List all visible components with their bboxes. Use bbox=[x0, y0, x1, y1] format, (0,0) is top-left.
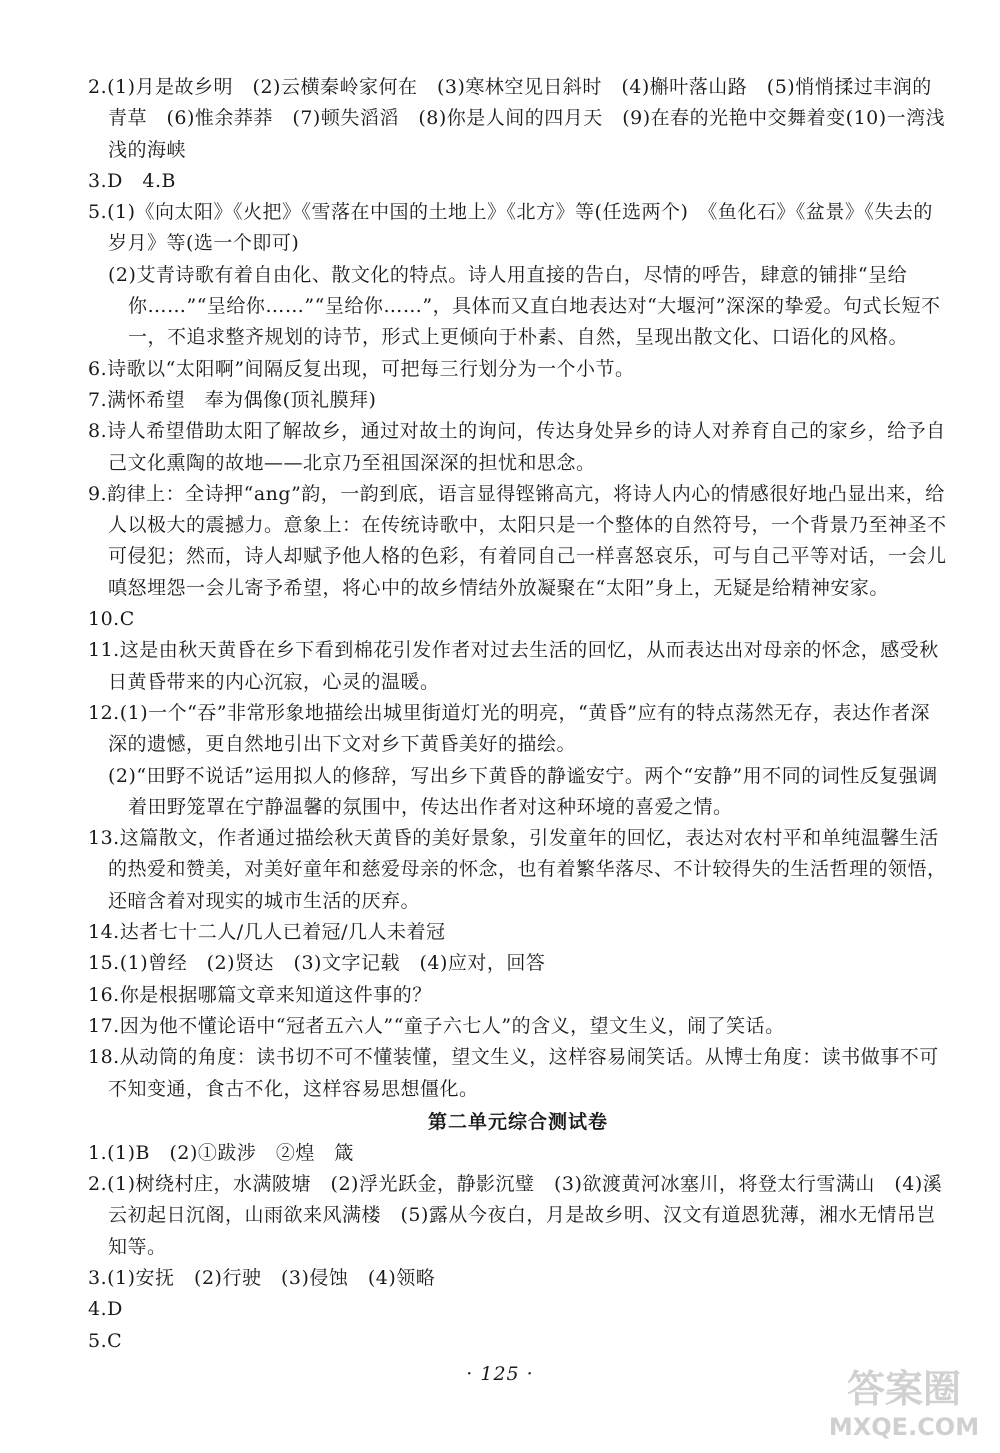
answer-13: 13.这篇散文，作者通过描绘秋天黄昏的美好景象，引发童年的回忆，表达对农村平和单纯温馨生活的热爱和赞美，对美好童年和慈爱母亲的怀念，也有着繁华落尽、不计较得失的生活哲理的领悟，还暗含着对现实的城市生活的厌弃。 bbox=[88, 827, 947, 912]
watermark-logo bbox=[827, 1360, 982, 1445]
answer-2: 2.(1)月是故乡明 (2)云横秦岭家何在 (3)寒林空见日斜时 (4)槲叶落山路 (5)悄悄揉过丰润的青草 (6)惟余莽莽 (7)顿失滔滔 (8)你是人间的四月天 (9)在春的光艳中交舞着变(10)一湾浅浅的海峡 bbox=[88, 76, 946, 161]
answer-15: 15.(1)曾经 (2)贤达 (3)文字记载 (4)应对，回答 bbox=[88, 952, 546, 975]
answer-12-1: 12.(1)一个“吞”非常形象地描绘出城里街道灯光的明亮，“黄昏”应有的特点荡然无存，表达作者深深的遗憾，更自然地引出下文对乡下黄昏美好的描绘。 bbox=[88, 701, 930, 756]
answer-3-4: 3.D 4.B bbox=[88, 169, 176, 192]
answer-10: 10.C bbox=[88, 608, 135, 631]
section-answer-2: 2.(1)树绕村庄，水满陂塘 (2)浮光跃金，静影沉璧 (3)欲渡黄河冰塞川，将登太行雪满山 (4)溪云初起日沉阁，山雨欲来风满楼 (5)露从今夜白，月是故乡明、汉文有道恩犹薄，湘水无情吊岂知等。 bbox=[88, 1173, 943, 1258]
answer-9: 9.韵律上：全诗押“ang”韵，一韵到底，语言显得铿锵高亢，将诗人内心的情感很好地凸显出来，给人以极大的震撼力。意象上：在传统诗歌中，太阳只是一个整体的自然符号，一个背景乃至神圣不可侵犯；然而，诗人却赋予他人格的色彩，有着同自己一样喜怒哀乐，可与自己平等对话，一会儿嗔怒埋怨一会儿寄予希望，将心中的故乡情结外放凝聚在“太阳”身上，无疑是给精神安家。 bbox=[88, 482, 947, 599]
watermark-line2: MXQE.COM bbox=[828, 1413, 980, 1441]
answer-17: 17.因为他不懂论语中“冠者五六人”“童子六七人”的含义，望文生义，闹了笑话。 bbox=[88, 1014, 785, 1037]
answer-18: 18.从动筒的角度：读书切不可不懂装懂，望文生义，这样容易闹笑话。从博士角度：读书做事不可不知变通，食古不化，这样容易思想僵化。 bbox=[88, 1046, 939, 1100]
answer-5-1: 5.(1)《向太阳》《火把》《雪落在中国的土地上》《北方》等(任选两个) 《鱼化石》《盆景》《失去的岁月》等(选一个即可) bbox=[88, 201, 933, 255]
section-answer-4: 4.D bbox=[88, 1298, 123, 1321]
answer-11: 11.这是由秋天黄昏在乡下看到棉花引发作者对过去生活的回忆，从而表达出对母亲的怀念，感受秋日黄昏带来的内心沉寂，心灵的温暖。 bbox=[88, 639, 939, 693]
answer-7: 7.满怀希望 奉为偶像(顶礼膜拜) bbox=[88, 388, 377, 411]
answers-content bbox=[88, 72, 948, 1357]
answer-6: 6.诗歌以“太阳啊”间隔反复出现，可把每三行划分为一个小节。 bbox=[88, 357, 635, 380]
answer-8: 8.诗人希望借助太阳了解故乡，通过对故土的询问，传达身处异乡的诗人对养育自己的家乡，给予自己文化熏陶的故地——北京乃至祖国深深的担忧和思念。 bbox=[88, 420, 946, 474]
answer-12-2: (2)“田野不说话”运用拟人的修辞，写出乡下黄昏的静谧安宁。两个“安静”用不同的词性反复强调着田野笼罩在宁静温馨的氛围中，传达出作者对这种环境的喜爱之情。 bbox=[108, 764, 938, 818]
section-answer-5: 5.C bbox=[88, 1329, 123, 1352]
page-number: · 125 · bbox=[466, 1363, 534, 1385]
section-title: 第二单元综合测试卷 bbox=[427, 1110, 608, 1133]
answer-14: 14.达者七十二人/几人已着冠/几人未着冠 bbox=[88, 921, 446, 944]
section-answer-3: 3.(1)安抚 (2)行驶 (3)侵蚀 (4)领略 bbox=[88, 1266, 436, 1289]
answer-5-2: (2)艾青诗歌有着自由化、散文化的特点。诗人用直接的告白，尽情的呼告，肆意的铺排“呈给你……”“呈给你……”“呈给你……”，具体而又直白地表达对“大堰河”深深的挚爱。句式长短不一，不追求整齐规划的诗节，形式上更倾向于朴素、自然，呈现出散文化、口语化的风格。 bbox=[108, 263, 941, 349]
watermark-line1: 答案圈 bbox=[846, 1367, 962, 1411]
answer-16: 16.你是根据哪篇文章来知道这件事的？ bbox=[88, 983, 432, 1006]
section-answer-1: 1.(1)B (2)①跋涉 ②煌 箴 bbox=[88, 1141, 354, 1164]
